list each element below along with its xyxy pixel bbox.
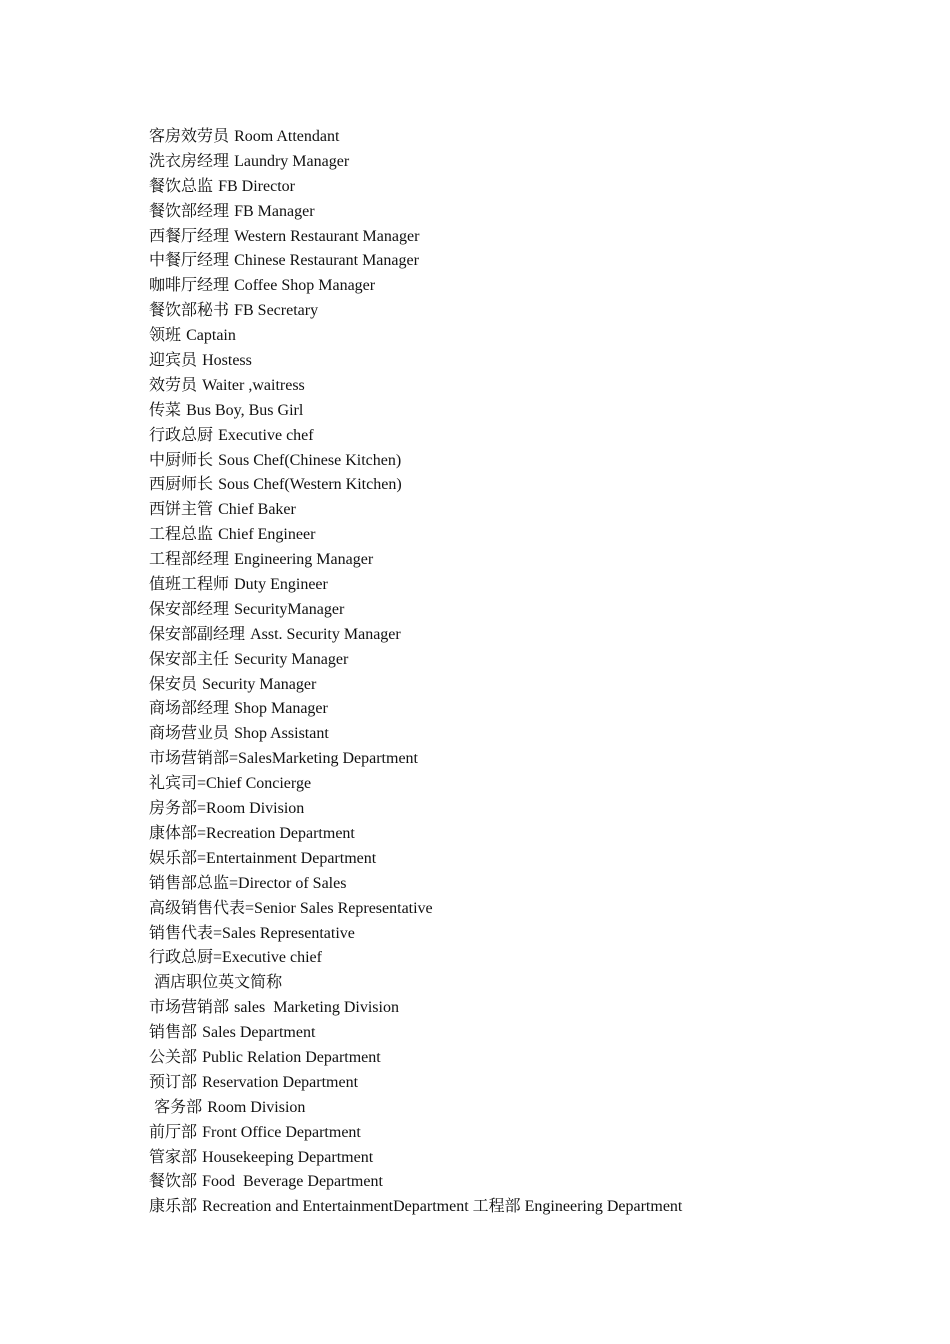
line-en: Sous Chef(Chinese Kitchen) xyxy=(218,451,402,469)
text-line xyxy=(149,1070,909,1095)
line-zh: 客房效劳员 xyxy=(149,126,235,145)
line-zh: 客务部 xyxy=(149,1096,208,1116)
text-line xyxy=(149,572,909,597)
text-line xyxy=(149,149,909,174)
text-line xyxy=(149,398,909,423)
line-en: =Executive chief xyxy=(213,949,322,967)
text-line xyxy=(149,423,909,448)
line-zh: 管家部 xyxy=(149,1146,203,1166)
line-en: SecurityManager xyxy=(234,600,345,618)
text-line xyxy=(149,796,909,821)
line-en: Sous Chef(Western Kitchen) xyxy=(218,476,402,494)
text-line xyxy=(149,273,909,298)
line-zh: 礼宾司 xyxy=(149,773,198,793)
line-en: =Entertainment Department xyxy=(197,849,377,867)
line-en: Sales Department xyxy=(202,1024,316,1042)
line-zh: 酒店职位英文简称 xyxy=(149,972,283,992)
text-line xyxy=(149,1145,909,1170)
line-zh: 房务部 xyxy=(149,798,198,818)
text-line xyxy=(149,622,909,647)
line-zh: 康乐部 xyxy=(149,1196,203,1216)
line-zh: 商场营业员 xyxy=(149,723,235,743)
line-en: Security Manager xyxy=(234,650,349,668)
text-line xyxy=(149,348,909,373)
line-zh: 娱乐部 xyxy=(149,847,198,867)
text-line xyxy=(149,1020,909,1045)
line-en: =SalesMarketing Department xyxy=(229,750,418,768)
text-line xyxy=(149,597,909,622)
line-zh: 市场营销部 xyxy=(149,748,230,768)
line-zh: 前厅部 xyxy=(149,1121,203,1141)
text-line xyxy=(149,721,909,746)
text-line xyxy=(149,199,909,224)
line-en: Front Office Department xyxy=(202,1123,361,1141)
text-line xyxy=(149,846,909,871)
line-en: Bus Boy, Bus Girl xyxy=(186,401,304,419)
text-line xyxy=(149,448,909,473)
line-zh: 高级销售代表 xyxy=(149,897,246,917)
line-en: Recreation and EntertainmentDepartment 工程部 Engineering Department xyxy=(202,1198,683,1216)
line-zh: 销售部总监 xyxy=(149,872,230,892)
text-line xyxy=(149,696,909,721)
text-line xyxy=(149,547,909,572)
line-zh: 效劳员 xyxy=(149,374,203,394)
text-line xyxy=(149,373,909,398)
line-en: Shop Manager xyxy=(234,700,328,718)
line-en: Western Restaurant Manager xyxy=(234,227,420,245)
line-zh: 保安员 xyxy=(149,673,203,693)
line-en: Chinese Restaurant Manager xyxy=(234,252,419,270)
line-en: =Senior Sales Representative xyxy=(245,899,433,917)
line-zh: 值班工程师 xyxy=(149,574,235,594)
text-line xyxy=(149,497,909,522)
text-line xyxy=(149,1169,909,1194)
line-en: Room Division xyxy=(207,1098,306,1116)
line-en: Waiter ,waitress xyxy=(202,376,305,394)
line-en: sales Marketing Division xyxy=(234,999,399,1017)
text-line xyxy=(149,248,909,273)
line-en: Food Beverage Department xyxy=(202,1173,383,1191)
line-zh: 中厨师长 xyxy=(149,449,219,469)
text-line xyxy=(149,921,909,946)
line-zh: 中餐厅经理 xyxy=(149,250,235,270)
text-line xyxy=(149,746,909,771)
line-zh: 商场部经理 xyxy=(149,698,235,718)
line-en: Room Attendant xyxy=(234,128,340,145)
line-zh: 预订部 xyxy=(149,1071,203,1091)
line-zh: 餐饮部经理 xyxy=(149,200,235,220)
line-zh: 传菜 xyxy=(149,399,187,419)
text-line xyxy=(149,1194,909,1219)
line-en: Security Manager xyxy=(202,675,317,693)
line-zh: 市场营销部 xyxy=(149,997,235,1017)
text-line xyxy=(149,821,909,846)
text-line xyxy=(149,1120,909,1145)
line-zh: 工程部经理 xyxy=(149,549,235,569)
line-en: Shop Assistant xyxy=(234,725,329,743)
line-zh: 餐饮部 xyxy=(149,1171,203,1191)
line-zh: 洗衣房经理 xyxy=(149,150,235,170)
line-en: =Sales Representative xyxy=(213,924,355,942)
text-line xyxy=(149,672,909,697)
line-en: Captain xyxy=(186,327,236,345)
line-zh: 领班 xyxy=(149,325,187,345)
line-en: Housekeeping Department xyxy=(202,1148,374,1166)
text-line xyxy=(149,1095,909,1120)
line-zh: 餐饮部秘书 xyxy=(149,300,235,320)
line-en: =Recreation Department xyxy=(197,824,355,842)
line-en: =Chief Concierge xyxy=(197,775,312,793)
line-en: FB Manager xyxy=(234,202,315,220)
line-en: Asst. Security Manager xyxy=(250,625,401,643)
text-line xyxy=(149,323,909,348)
line-en: Public Relation Department xyxy=(202,1048,381,1066)
line-en: Coffee Shop Manager xyxy=(234,277,376,295)
text-line xyxy=(149,298,909,323)
line-zh: 西厨师长 xyxy=(149,474,219,494)
line-en: =Director of Sales xyxy=(229,874,347,892)
text-line xyxy=(149,896,909,921)
text-line xyxy=(149,472,909,497)
text-line xyxy=(149,945,909,970)
section-heading xyxy=(149,970,909,995)
line-en: Hostess xyxy=(202,352,252,370)
line-zh: 迎宾员 xyxy=(149,350,203,370)
text-line xyxy=(149,1045,909,1070)
line-en: Chief Baker xyxy=(218,501,296,519)
text-line xyxy=(149,871,909,896)
line-zh: 工程总监 xyxy=(149,524,219,544)
text-line xyxy=(149,771,909,796)
text-line xyxy=(149,522,909,547)
line-en: Laundry Manager xyxy=(234,152,350,170)
line-zh: 保安部经理 xyxy=(149,598,235,618)
line-zh: 销售代表 xyxy=(149,922,214,942)
document-page xyxy=(149,124,909,1219)
line-en: FB Director xyxy=(218,177,295,195)
line-zh: 康体部 xyxy=(149,822,198,842)
text-line xyxy=(149,174,909,199)
line-zh: 公关部 xyxy=(149,1046,203,1066)
text-line xyxy=(149,224,909,249)
line-zh: 保安部主任 xyxy=(149,648,235,668)
line-zh: 保安部副经理 xyxy=(149,623,251,643)
text-line xyxy=(149,124,909,149)
line-zh: 销售部 xyxy=(149,1022,203,1042)
line-zh: 餐饮总监 xyxy=(149,175,219,195)
line-en: Duty Engineer xyxy=(234,576,328,594)
line-zh: 行政总厨 xyxy=(149,424,219,444)
line-en: Engineering Manager xyxy=(234,551,374,569)
line-en: Executive chef xyxy=(218,426,314,444)
line-zh: 西饼主管 xyxy=(149,499,219,519)
line-en: FB Secretary xyxy=(234,302,319,320)
line-zh: 行政总厨 xyxy=(149,947,214,967)
text-line xyxy=(149,995,909,1020)
line-en: Reservation Department xyxy=(202,1073,359,1091)
text-line xyxy=(149,647,909,672)
line-en: Chief Engineer xyxy=(218,526,316,544)
line-zh: 咖啡厅经理 xyxy=(149,275,235,295)
line-en: =Room Division xyxy=(197,800,305,818)
line-zh: 西餐厅经理 xyxy=(149,225,235,245)
